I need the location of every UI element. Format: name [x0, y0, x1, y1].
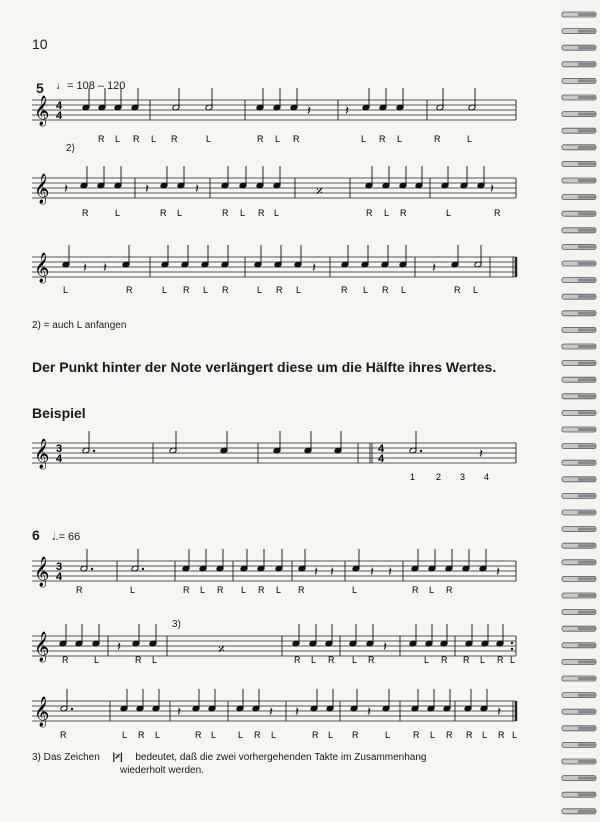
sticking-label: L — [151, 134, 157, 144]
binding-ring-shadow — [578, 63, 596, 66]
binding-rings — [562, 12, 596, 814]
quarter-rest-icon: 𝄽 — [83, 261, 87, 276]
sticking-label: L — [363, 285, 369, 295]
sticking-label: R — [352, 730, 359, 740]
quarter-rest-icon: 𝄽 — [367, 705, 371, 720]
quarter-rest-icon: 𝄽 — [388, 565, 392, 580]
sticking-label: L — [155, 730, 161, 740]
time-signature-top: 4 — [378, 443, 385, 455]
binding-ring-shadow — [578, 179, 596, 182]
sticking-label: L — [177, 208, 183, 218]
treble-clef-icon: 𝄞 — [34, 697, 50, 727]
quarter-rest-icon: 𝄽 — [195, 182, 199, 197]
sticking-label: R — [441, 655, 448, 665]
binding-ring-shadow — [578, 727, 596, 730]
repeat-dot — [511, 648, 513, 650]
exercise-5-number: 5 — [36, 80, 44, 96]
sticking-label: R — [258, 208, 265, 218]
binding-ring-shadow — [578, 644, 596, 647]
binding-ring-shadow — [578, 295, 596, 298]
beispiel-heading: Beispiel — [32, 405, 86, 421]
sticking-label: R — [341, 285, 348, 295]
quarter-rest-icon: 𝄽 — [370, 565, 374, 580]
quarter-rest-icon: 𝄽 — [330, 565, 334, 580]
quarter-rest-icon: 𝄽 — [496, 565, 500, 580]
binding-ring-shadow — [578, 328, 596, 331]
sticking-label: L — [94, 655, 100, 665]
exercise-6-staff-3 — [32, 689, 516, 728]
sticking-label: L — [257, 285, 263, 295]
sticking-label: R — [222, 208, 229, 218]
binding-ring-shadow — [578, 694, 596, 697]
sticking-label: L — [211, 730, 217, 740]
sticking-label: R — [494, 208, 501, 218]
sticking-label: R — [258, 585, 265, 595]
quarter-rest-icon: 𝄽 — [490, 182, 494, 197]
binding-ring-shadow — [578, 528, 596, 531]
sticking-label: L — [385, 730, 391, 740]
quarter-rest-icon: 𝄽 — [345, 104, 349, 119]
sticking-label: R — [98, 134, 105, 144]
footnote-marker-3: 3) — [172, 619, 181, 630]
sticking-label: R — [498, 730, 505, 740]
sticking-label: L — [328, 730, 334, 740]
binding-ring-shadow — [578, 196, 596, 199]
time-signature-bottom: 4 — [56, 453, 63, 465]
binding-ring-shadow — [578, 445, 596, 448]
binding-ring-shadow — [578, 312, 596, 315]
sticking-label: R — [217, 585, 224, 595]
binding-ring-shadow — [578, 793, 596, 796]
dotted-note-explanation: Der Punkt hinter der Note verlängert diese um die Hälfte ihres Wertes. — [32, 359, 497, 375]
binding-ring-shadow — [578, 777, 596, 780]
beispiel-staff — [32, 431, 516, 470]
binding-ring-shadow — [578, 395, 596, 398]
time-signature-bottom: 4 — [378, 453, 385, 465]
sticking-label: L — [271, 730, 277, 740]
sticking-label: R — [293, 134, 300, 144]
sticking-label: R — [463, 655, 470, 665]
sticking-label: L — [115, 134, 121, 144]
treble-clef-icon: 𝄞 — [34, 632, 50, 662]
sticking-label: L — [352, 655, 358, 665]
binding-ring-shadow — [578, 162, 596, 165]
binding-ring-shadow — [578, 577, 596, 580]
binding-ring-shadow — [578, 710, 596, 713]
sticking-label: R — [276, 285, 283, 295]
sticking-label: R — [76, 585, 83, 595]
binding-ring-shadow — [578, 229, 596, 232]
quarter-rest-icon: 𝄽 — [295, 705, 299, 720]
quarter-rest-icon: 𝄽 — [145, 182, 149, 197]
sticking-label: L — [206, 134, 212, 144]
sticking-label: R — [312, 730, 319, 740]
sticking-label: L — [510, 655, 516, 665]
sticking-label: L — [446, 208, 452, 218]
sticking-label: L — [238, 730, 244, 740]
sticking-label: L — [203, 285, 209, 295]
quarter-rest-icon: 𝄽 — [269, 705, 273, 720]
sticking-label: L — [480, 655, 486, 665]
sticking-label: R — [413, 730, 420, 740]
binding-ring-shadow — [578, 362, 596, 365]
sticking-label: L — [274, 208, 280, 218]
treble-clef-icon: 𝄞 — [34, 96, 50, 126]
time-signature-top: 4 — [56, 100, 63, 112]
sticking-label: L — [512, 730, 518, 740]
binding-ring-shadow — [578, 677, 596, 680]
sticking-label: R — [400, 208, 407, 218]
binding-ring-shadow — [578, 561, 596, 564]
dot — [142, 568, 144, 570]
quarter-rest-icon: 𝄽 — [103, 261, 107, 276]
binding-ring-shadow — [578, 544, 596, 547]
quarter-rest-icon: 𝄽 — [383, 640, 387, 655]
treble-clef-icon: 𝄞 — [34, 174, 50, 204]
treble-clef-icon: 𝄞 — [34, 253, 50, 283]
quarter-rest-icon: 𝄽 — [479, 447, 483, 462]
binding-ring-shadow — [578, 810, 596, 813]
binding-ring-shadow — [578, 30, 596, 33]
footnote-3-line-2: wiederholt werden. — [120, 765, 204, 776]
quarter-rest-icon: 𝄽 — [307, 104, 311, 119]
binding-ring-shadow — [578, 79, 596, 82]
sticking-label: L — [276, 585, 282, 595]
sticking-label: R — [195, 730, 202, 740]
sticking-label: R — [382, 285, 389, 295]
footnote-3: 3) Das Zeichen |𝄎| bedeutet, daß die zwei vorhergehenden Takte im Zusammenhang — [32, 752, 427, 763]
binding-ring-shadow — [578, 345, 596, 348]
count-label: 1 — [410, 472, 416, 482]
dot — [91, 568, 93, 570]
binding-ring-shadow — [578, 13, 596, 16]
sticking-label: L — [240, 208, 246, 218]
binding-ring-shadow — [578, 262, 596, 265]
sticking-label: R — [62, 655, 69, 665]
repeat-bar-icon: 𝄎 — [218, 641, 225, 657]
treble-clef-icon: 𝄞 — [34, 439, 50, 469]
count-label: 2 — [436, 472, 442, 482]
sticking-label: R — [294, 655, 301, 665]
quarter-rest-icon: 𝄽 — [117, 640, 121, 655]
binding-ring-shadow — [578, 245, 596, 248]
sticking-label: R — [379, 134, 386, 144]
sticking-label: R — [328, 655, 335, 665]
repeat-bar-icon: 𝄎 — [316, 183, 323, 199]
dot — [71, 708, 73, 710]
sticking-labels — [60, 134, 517, 740]
quarter-rest-icon: 𝄽 — [312, 261, 316, 276]
binding-ring-shadow — [578, 478, 596, 481]
sticking-label: R — [138, 730, 145, 740]
exercise-6-tempo: 𝅗𝅥.= 66 — [52, 531, 81, 543]
binding-ring-shadow — [578, 511, 596, 514]
time-signature-top: 3 — [56, 561, 63, 573]
exercise-6-number: 6 — [32, 527, 40, 543]
count-label: 3 — [460, 472, 466, 482]
sticking-label: R — [171, 134, 178, 144]
treble-clef-icon: 𝄞 — [34, 557, 50, 587]
binding-ring-shadow — [578, 146, 596, 149]
sticking-label: L — [115, 208, 121, 218]
repeat-dot — [511, 642, 513, 644]
sticking-label: L — [63, 285, 69, 295]
quarter-rest-icon: 𝄽 — [64, 182, 68, 197]
binding-ring-shadow — [578, 129, 596, 132]
quarter-note-icon: ♩ — [56, 80, 67, 92]
page-number: 10 — [32, 36, 48, 52]
sticking-label: L — [482, 730, 488, 740]
count-label: 4 — [484, 472, 490, 482]
sticking-label: R — [183, 285, 190, 295]
sticking-label: L — [122, 730, 128, 740]
exercise-6-staff-1 — [32, 549, 516, 588]
binding-ring-shadow — [578, 428, 596, 431]
sticking-label: L — [296, 285, 302, 295]
sticking-label: R — [126, 285, 133, 295]
binding-ring-shadow — [578, 212, 596, 215]
sticking-label: R — [254, 730, 261, 740]
sticking-label: R — [497, 655, 504, 665]
sticking-label: L — [401, 285, 407, 295]
sticking-label: L — [429, 585, 435, 595]
sticking-label: R — [434, 134, 441, 144]
sticking-label: L — [361, 134, 367, 144]
exercise-5-staff-2 — [32, 166, 516, 205]
sticking-label: L — [241, 585, 247, 595]
binding-ring-shadow — [578, 378, 596, 381]
binding-ring-shadow — [578, 279, 596, 282]
sticking-label: R — [412, 585, 419, 595]
binding-ring-shadow — [578, 627, 596, 630]
binding-ring-shadow — [578, 660, 596, 663]
binding-ring-shadow — [578, 743, 596, 746]
binding-ring-shadow — [578, 760, 596, 763]
dotted-half-note-icon: 𝅗𝅥. — [52, 531, 59, 543]
exercise-5-staff-1 — [32, 88, 516, 127]
sticking-label: L — [424, 655, 430, 665]
repeat-two-bars-icon: |𝄎| — [112, 752, 123, 763]
sticking-label: R — [454, 285, 461, 295]
quarter-rest-icon: 𝄽 — [314, 565, 318, 580]
sticking-label: R — [366, 208, 373, 218]
sticking-label: L — [473, 285, 479, 295]
sticking-label: R — [368, 655, 375, 665]
sticking-label: R — [133, 134, 140, 144]
exercise-5-tempo: ♩= 108 – 120 — [56, 80, 126, 92]
dot — [93, 450, 95, 452]
sticking-label: R — [183, 585, 190, 595]
sticking-label: R — [257, 134, 264, 144]
sticking-label: R — [446, 585, 453, 595]
binding-ring-shadow — [578, 411, 596, 414]
sticking-label: R — [82, 208, 89, 218]
time-signature-bottom: 4 — [56, 110, 63, 122]
sticking-label: L — [430, 730, 436, 740]
sticking-label: R — [160, 208, 167, 218]
binding-ring-shadow — [578, 594, 596, 597]
sticking-label: L — [275, 134, 281, 144]
exercise-5-staff-3 — [32, 245, 516, 284]
sticking-label: L — [384, 208, 390, 218]
binding-ring-shadow — [578, 96, 596, 99]
footnote-marker-2: 2) — [66, 143, 75, 154]
sticking-label: L — [352, 585, 358, 595]
sticking-label: L — [130, 585, 136, 595]
binding-ring-shadow — [578, 113, 596, 116]
quarter-rest-icon: 𝄽 — [177, 705, 181, 720]
binding-ring-shadow — [578, 611, 596, 614]
quarter-rest-icon: 𝄽 — [432, 261, 436, 276]
sticking-label: R — [60, 730, 67, 740]
time-signature-bottom: 4 — [56, 571, 63, 583]
sticking-label: L — [467, 134, 473, 144]
sticking-label: R — [446, 730, 453, 740]
quarter-rest-icon: 𝄽 — [497, 705, 501, 720]
binding-ring-shadow — [578, 494, 596, 497]
dot — [420, 450, 422, 452]
staves — [32, 88, 516, 728]
sticking-label: L — [311, 655, 317, 665]
spiral-binding — [558, 0, 600, 822]
binding-ring-shadow — [578, 461, 596, 464]
sticking-label: L — [152, 655, 158, 665]
sticking-label: R — [222, 285, 229, 295]
binding-ring-shadow — [578, 46, 596, 49]
sticking-label: R — [298, 585, 305, 595]
sticking-label: R — [135, 655, 142, 665]
footnote-2: 2) = auch L anfangen — [32, 320, 127, 331]
sticking-label: L — [162, 285, 168, 295]
sticking-label: L — [397, 134, 403, 144]
time-signature-top: 3 — [56, 443, 63, 455]
sticking-label: R — [466, 730, 473, 740]
sticking-label: L — [200, 585, 206, 595]
